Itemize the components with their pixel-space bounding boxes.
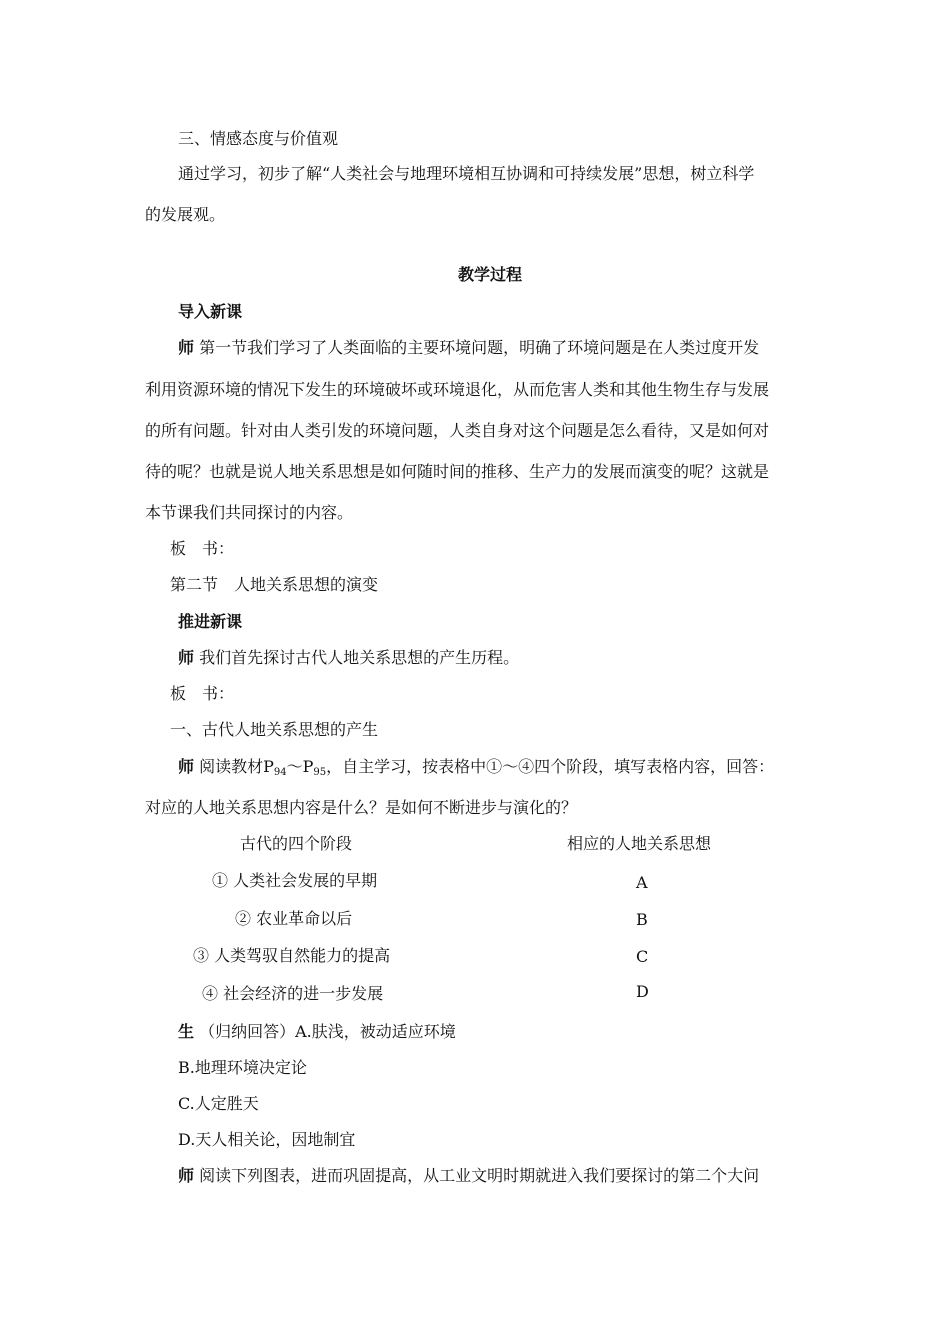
paragraph-line — [178, 1166, 759, 1186]
paragraph-line: 本节课我们共同探讨的内容。 — [145, 503, 354, 522]
page-subscript: 94 — [273, 767, 287, 778]
table-header: 相应的人地关系思想 — [567, 834, 712, 853]
intro-text: 第一节我们学习了人类面临的主要环境问题，明确了环境问题是在人类过度开发 — [199, 338, 760, 357]
student-label: 生 — [178, 1022, 195, 1041]
paragraph-line: 对应的人地关系思想内容是什么？是如何不断进步与演化的？ — [145, 798, 578, 817]
board-label: 板 书： — [170, 539, 235, 558]
table-header: 古代的四个阶段 — [240, 834, 353, 853]
answer-line: B.地理环境决定论 — [178, 1058, 307, 1077]
table-cell-thought: B — [636, 910, 648, 929]
table-cell-stage: ② 农业革命以后 — [235, 909, 353, 928]
paragraph-line — [178, 1022, 456, 1042]
table-cell-stage: ④ 社会经济的进一步发展 — [202, 984, 384, 1003]
answer-line: C.人定胜天 — [178, 1094, 259, 1113]
page-subscript: 95 — [313, 767, 327, 778]
closing-text: 阅读下列图表，进而巩固提高，从工业文明时期就进入我们要探讨的第二个大问 — [199, 1166, 760, 1185]
table-cell-thought: C — [636, 947, 649, 966]
paragraph-line — [178, 757, 774, 783]
paragraph-line — [178, 338, 759, 358]
teacher-label: 师 — [178, 1166, 195, 1185]
table-cell-thought: D — [636, 982, 649, 1001]
board-label: 板 书： — [170, 684, 235, 703]
table-cell-stage: ① 人类社会发展的早期 — [212, 871, 378, 890]
paragraph-line: 的所有问题。针对由人类引发的环境问题，人类自身对这个问题是怎么看待，又是如何对 — [145, 421, 770, 440]
answer-line: D.天人相关论，因地制宜 — [178, 1130, 356, 1149]
paragraph-line: 通过学习，初步了解“人类社会与地理环境相互协调和可持续发展”思想，树立科学 — [178, 164, 755, 183]
intro-heading: 导入新课 — [178, 302, 243, 321]
table-cell-stage: ③ 人类驾驭自然能力的提高 — [193, 946, 391, 965]
teacher-label: 师 — [178, 757, 195, 776]
paragraph-line: 的发展观。 — [145, 205, 226, 224]
teacher-label: 师 — [178, 338, 195, 357]
read-text: ～P — [286, 757, 314, 776]
answer-text: （归纳回答）A.肤浅，被动适应环境 — [199, 1022, 456, 1041]
teacher-label: 师 — [178, 648, 195, 667]
section-heading: 三、情感态度与价值观 — [178, 129, 339, 148]
section-title: 第二节 人地关系思想的演变 — [170, 575, 379, 594]
paragraph-line: 利用资源环境的情况下发生的环境破坏或环境退化，从而危害人类和其他生物生存与发展 — [145, 380, 770, 399]
paragraph-line — [178, 648, 519, 668]
subsection-heading: 一、古代人地关系思想的产生 — [170, 720, 379, 739]
advance-heading: 推进新课 — [178, 612, 243, 631]
paragraph-line: 待的呢？也就是说人地关系思想是如何随时间的推移、生产力的发展而演变的呢？这就是 — [145, 462, 770, 481]
read-text: 阅读教材P — [199, 757, 274, 776]
advance-text: 我们首先探讨古代人地关系思想的产生历程。 — [199, 648, 520, 667]
read-text: ，自主学习，按表格中①～④四个阶段，填写表格内容，回答： — [326, 757, 775, 776]
process-title: 教学过程 — [458, 265, 523, 284]
table-cell-thought: A — [636, 873, 648, 892]
